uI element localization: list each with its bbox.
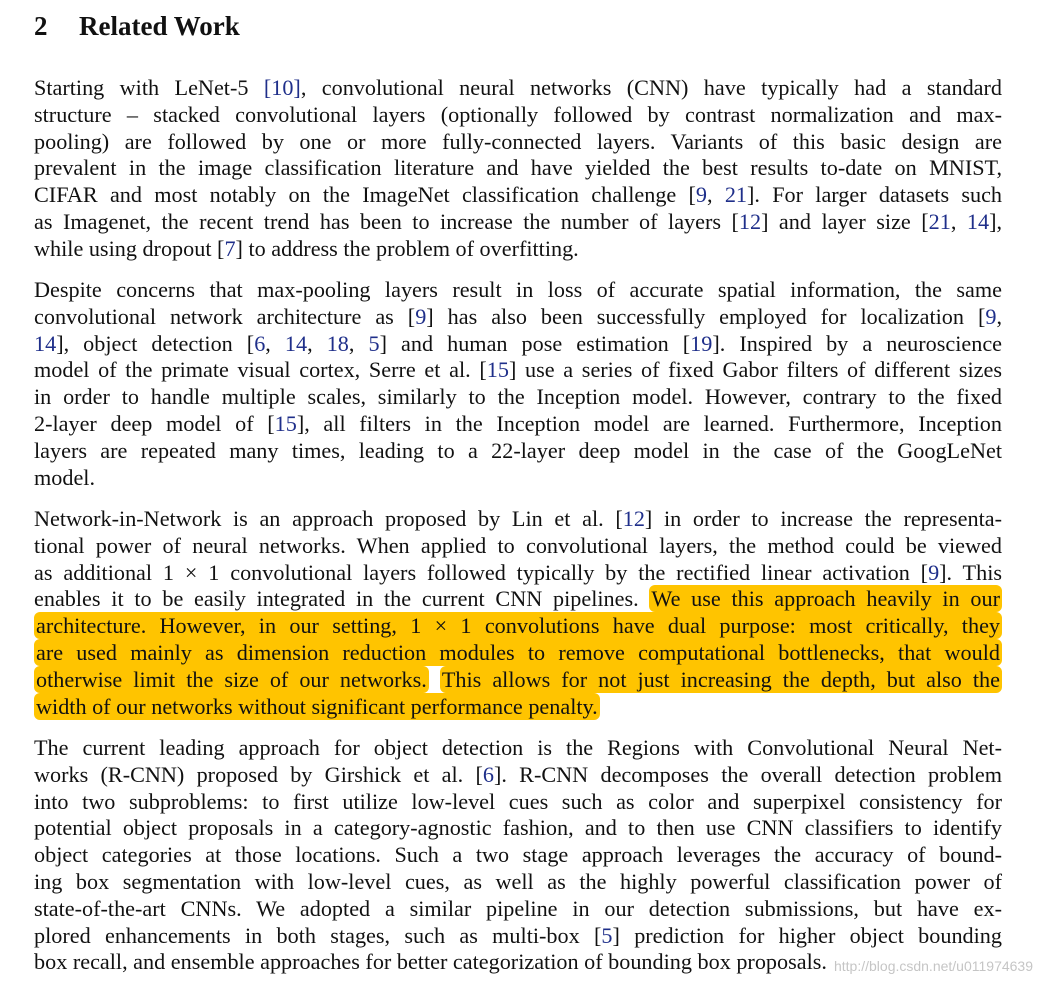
citation-link[interactable]: 9 [985, 303, 997, 329]
paragraph-2 [34, 277, 1002, 491]
citation-link[interactable]: 14 [966, 208, 990, 234]
highlight-span: We use this approach heavily in our [651, 586, 1000, 612]
paragraph-line: as additional 1 × 1 convolutional layers followed typically by the rectified linear activation [9]. This [34, 559, 1002, 585]
section-heading [34, 8, 240, 44]
paragraph-line: layers are repeated many times, leading to a 22-layer deep model in the case of the GoogLeNet [34, 437, 1002, 463]
citation-link[interactable]: 7 [224, 235, 236, 261]
paragraph-line: The current leading approach for object detection is the Regions with Convolutional Neural Net- [34, 735, 1002, 760]
citation-link[interactable]: 6 [482, 761, 494, 787]
paragraph-line: tional power of neural networks. When applied to convolutional layers, the method could be viewed [34, 532, 1002, 558]
section-title: Related Work [79, 11, 240, 41]
paragraph-line: 2-layer deep model of [15], all filters in the Inception model are learned. Furthermore, Inception [34, 410, 1002, 436]
paragraph-line: potential object proposals in a category-agnostic fashion, and to then use CNN classifiers to identify [34, 815, 1002, 841]
watermark: http://blog.csdn.net/u011974639 [833, 958, 1033, 974]
paragraph-line: object categories at those locations. Such a two stage approach leverages the accuracy of bound- [34, 842, 1002, 868]
citation-link[interactable]: 5 [368, 330, 380, 356]
paragraph-line: convolutional network architecture as [9] has also been successfully employed for localization [9, [34, 303, 1002, 329]
citation-link[interactable]: 5 [601, 922, 613, 948]
paragraph-line: pooling) are followed by one or more fully-connected layers. Variants of this basic design are [34, 128, 1002, 154]
paragraph-line: enables it to be easily integrated in the current CNN pipelines. We use this approach heavily in our [34, 586, 1000, 612]
paragraph-line [34, 613, 1002, 640]
highlight-span: This allows for not just increasing the depth, but also the [441, 666, 1000, 692]
paragraph-line [34, 694, 1002, 721]
paragraph-line: as Imagenet, the recent trend has been to increase the number of layers [12] and layer size [21, 14], [34, 208, 1002, 234]
citation-link[interactable]: [10] [263, 75, 301, 100]
citation-link[interactable]: 12 [738, 208, 762, 234]
paragraph-line: CIFAR and most notably on the ImageNet classification challenge [9, 21]. For larger datasets such [34, 182, 1003, 208]
paragraph-line: into two subproblems: to first utilize low-level cues such as color and superpixel consistency for [34, 788, 1002, 814]
highlight-span: otherwise limit the size of our networks. [36, 666, 427, 692]
paragraph-line: works (R-CNN) proposed by Girshick et al. [6]. R-CNN decomposes the overall detection problem [34, 761, 1002, 787]
paragraph-line: Network-in-Network is an approach proposed by Lin et al. [12] in order to increase the representa- [34, 506, 1002, 531]
highlight-span: width of our networks without significant performance penalty. [36, 693, 598, 719]
citation-link[interactable]: 9 [928, 559, 940, 585]
paragraph-line [34, 640, 1002, 667]
citation-link[interactable]: 9 [415, 303, 427, 329]
paragraph-line: state-of-the-art CNNs. We adopted a similar pipeline in our detection submissions, but have ex- [34, 895, 1002, 921]
citation-link[interactable]: 6 [254, 330, 266, 356]
math-expression: 1 × 1 [410, 613, 472, 639]
citation-link[interactable]: 14 [284, 330, 308, 356]
citation-link[interactable]: 19 [690, 330, 713, 356]
paragraph-line: box recall, and ensemble approaches for better categorization of bounding box proposals. [34, 949, 827, 975]
paragraph-line: plored enhancements in both stages, such as multi-box [5] prediction for higher object bounding [34, 922, 1002, 948]
paragraph-line: structure – stacked convolutional layers (optionally followed by contrast normalization and max- [34, 101, 1002, 127]
paragraph-line: while using dropout [7] to address the problem of overfitting. [34, 235, 579, 261]
highlight-span: architecture. However, in our setting, 1 × 1 convolutions have dual purpose: most critically, they [36, 613, 1001, 639]
paragraph-line: Despite concerns that max-pooling layers result in loss of accurate spatial information, the same [34, 277, 1002, 302]
paragraph-line: model. [34, 464, 96, 490]
paragraph-line: ing box segmentation with low-level cues, as well as the highly powerful classification power of [34, 868, 1002, 894]
paragraph-line: prevalent in the image classification literature and have yielded the best results to-date on MNIST, [34, 155, 1002, 181]
paragraph-line: Starting with LeNet-5 [10], convolutional neural networks (CNN) have typically had a standard [34, 75, 1002, 100]
paragraph-line: model of the primate visual cortex, Serre et al. [15] use a series of fixed Gabor filters of different sizes [34, 357, 1002, 383]
citation-link[interactable]: 15 [486, 357, 509, 383]
citation-link[interactable]: 9 [695, 182, 708, 208]
paragraph-4 [34, 735, 1002, 976]
highlight-span: are used mainly as dimension reduction modules to remove computational bottlenecks, that would [36, 639, 1000, 665]
citation-link[interactable]: 15 [274, 410, 297, 436]
citation-link[interactable]: 21 [928, 208, 951, 234]
section-number: 2 [34, 11, 48, 41]
citation-link[interactable]: 21 [724, 182, 748, 208]
paragraph-line: in order to handle multiple scales, similarly to the Inception model. However, contrary to the fixed [34, 384, 1002, 410]
citation-link[interactable]: 12 [622, 506, 645, 531]
paragraph-line: 14], object detection [6, 14, 18, 5] and human pose estimation [19]. Inspired by a neuroscience [34, 330, 1003, 356]
citation-link[interactable]: 14 [34, 330, 57, 356]
paragraph-line [34, 667, 1002, 694]
paragraph-1 [34, 75, 1002, 263]
paragraph-3 [34, 506, 1002, 720]
citation-link[interactable]: 18 [326, 330, 349, 356]
